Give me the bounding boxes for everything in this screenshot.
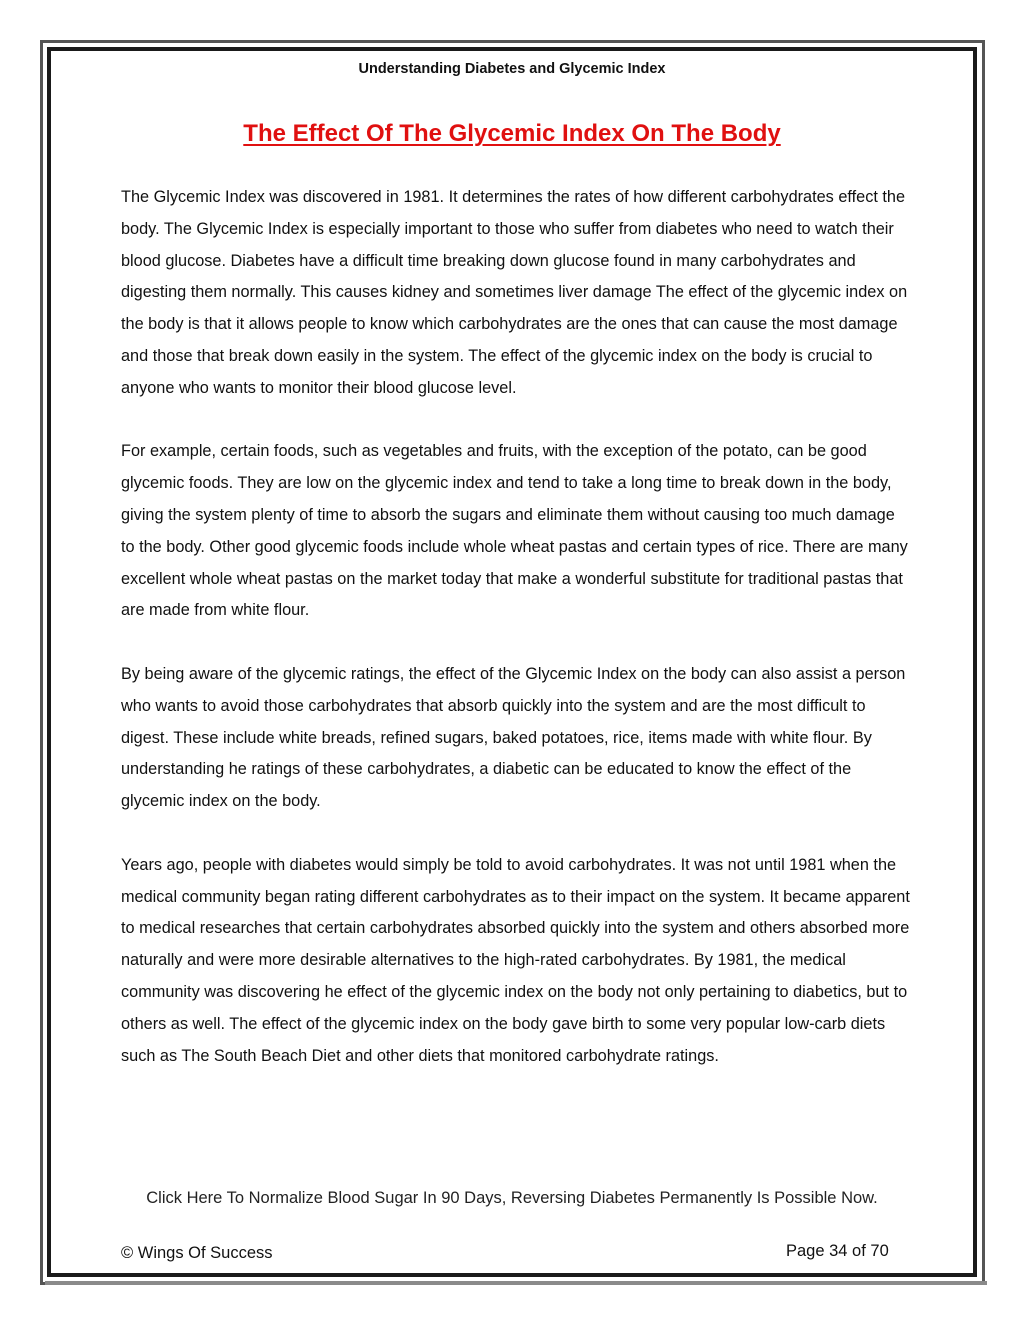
paragraph: For example, certain foods, such as vegetables and fruits, with the exception of the potato, can be good glycemic foods. They are low on the glycemic index and tend to take a long time to break down in the body, giving the system plenty of time to absorb the sugars and eliminate them without causing too much damage to the body. Other good glycemic foods include whole wheat pastas and certain types of rice. There are many excellent whole wheat pastas on the market today that make a wonderful substitute for traditional pastas that are made from white flour. [121, 442, 908, 620]
body-text [121, 182, 911, 1104]
paragraph: Years ago, people with diabetes would simply be told to avoid carbohydrates. It was not until 1981 when the medical community began rating different carbohydrates as to their impact on the system. It became apparent to medical researches that certain carbohydrates absorbed quickly into the system and others absorbed more naturally and were more desirable alternatives to the high-rated carbohydrates. By 1981, the medical community was discovering he effect of the glycemic index on the body not only pertaining to diabetics, but to others as well. The effect of the glycemic index on the body gave birth to some very popular low-carb diets such as The South Beach Diet and other diets that monitored carbohydrate ratings. [121, 855, 910, 1065]
footer-page-number: Page 34 of 70 [786, 1242, 889, 1260]
page-frame-shadow [45, 1281, 987, 1285]
footer-copyright: © Wings Of Success [121, 1244, 273, 1262]
page-title: The Effect Of The Glycemic Index On The Body [243, 120, 781, 147]
promo-link[interactable]: Click Here To Normalize Blood Sugar In 90 Days, Reversing Diabetes Permanently Is Possible Now. [146, 1189, 878, 1207]
running-header: Understanding Diabetes and Glycemic Index [358, 61, 666, 77]
paragraph: The Glycemic Index was discovered in 1981. It determines the rates of how different carbohydrates effect the body. The Glycemic Index is especially important to those who suffer from diabetes who need to watch their blood glucose. Diabetes have a difficult time breaking down glucose found in many carbohydrates and digesting them normally. This causes kidney and sometimes liver damage The effect of the glycemic index on the body is that it allows people to know which carbohydrates are the ones that can cause the most damage and those that break down easily in the system. The effect of the glycemic index on the body is crucial to anyone who wants to monitor their blood glucose level. [121, 188, 908, 397]
paragraph: By being aware of the glycemic ratings, the effect of the Glycemic Index on the body can also assist a person who wants to avoid those carbohydrates that absorb quickly into the system and are the most difficult to digest. These include white breads, refined sugars, baked potatoes, rice, items made with white flour. By understanding he ratings of these carbohydrates, a diabetic can be educated to know the effect of the glycemic index on the body. [121, 664, 906, 811]
